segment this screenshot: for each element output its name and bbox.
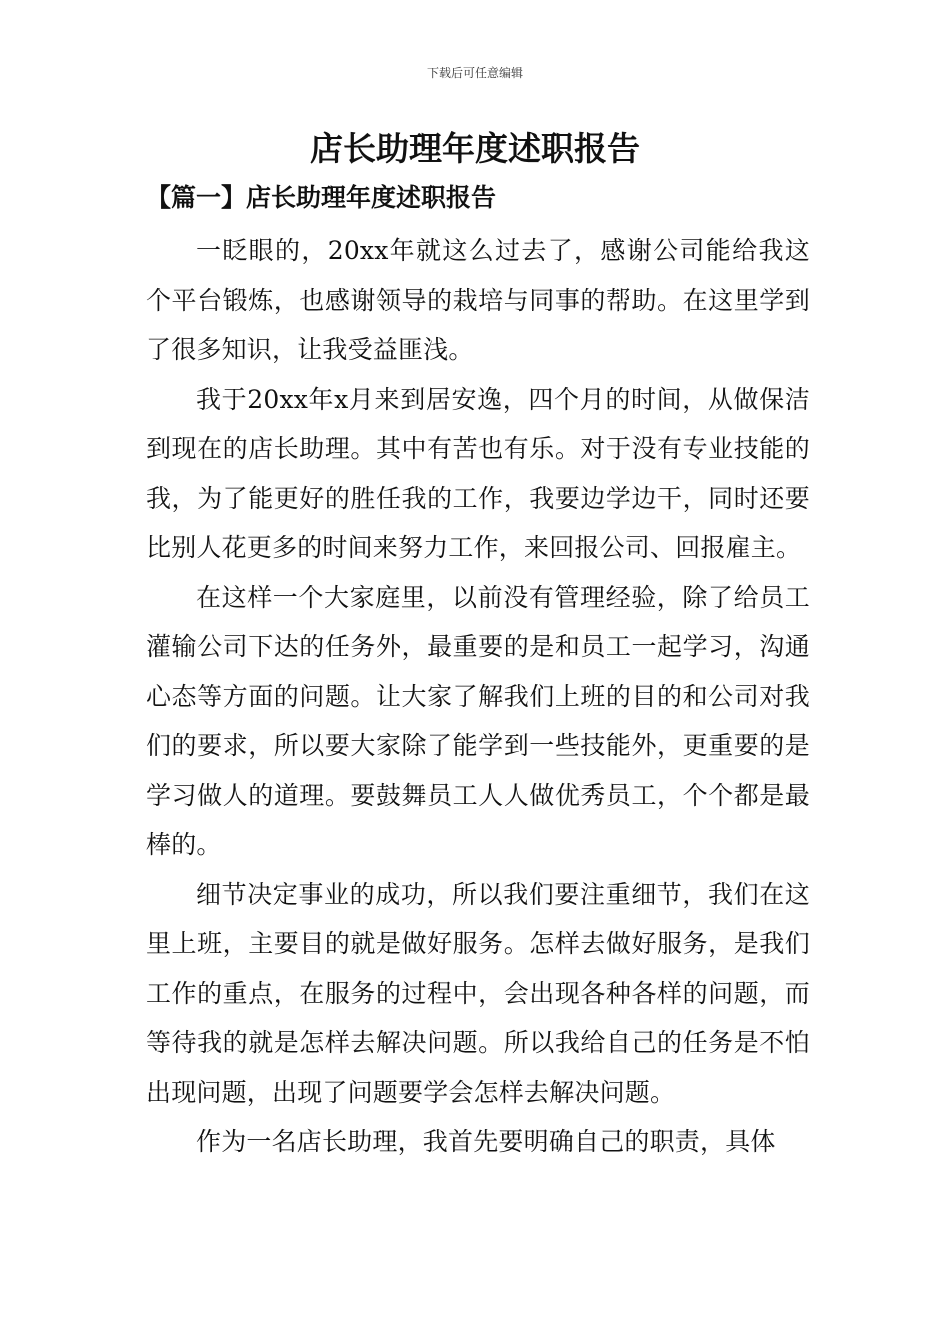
paragraph: 一眨眼的，20xx年就这么过去了，感谢公司能给我这个平台锻炼，也感谢领导的栽培与同事的帮助。在这里学到了很多知识，让我受益匪浅。 [146, 236, 810, 364]
paragraph: 在这样一个大家庭里，以前没有管理经验，除了给员工灌输公司下达的任务外，最重要的是和员工一起学习，沟通心态等方面的问题。让大家了解我们上班的目的和公司对我们的要求，所以要大家除了能学到一些技能外，更重要的是学习做人的道理。要鼓舞员工人人做优秀员工，个个都是最棒的。 [146, 582, 810, 859]
header-note: 下载后可任意编辑 [426, 66, 523, 80]
paragraph: 细节决定事业的成功，所以我们要注重细节，我们在这里上班，主要目的就是做好服务。怎样去做好服务，是我们工作的重点，在服务的过程中，会出现各种各样的问题，而等待我的就是怎样去解决问题。所以我给自己的任务是不怕出现问题，出现了问题要学会怎样去解决问题。 [146, 879, 810, 1107]
document-body [146, 226, 810, 1167]
paragraph: 我于20xx年x月来到居安逸，四个月的时间，从做保洁到现在的店长助理。其中有苦也有乐。对于没有专业技能的我，为了能更好的胜任我的工作，我要边学边干，同时还要比别人花更多的时间来努力工作，来回报公司、回报雇主。 [146, 384, 810, 562]
document-title: 店长助理年度述职报告 [310, 129, 640, 168]
section-heading: 【篇一】店长助理年度述职报告 [146, 183, 497, 212]
paragraph: 作为一名店长助理，我首先要明确自己的职责，具体 [196, 1127, 776, 1156]
